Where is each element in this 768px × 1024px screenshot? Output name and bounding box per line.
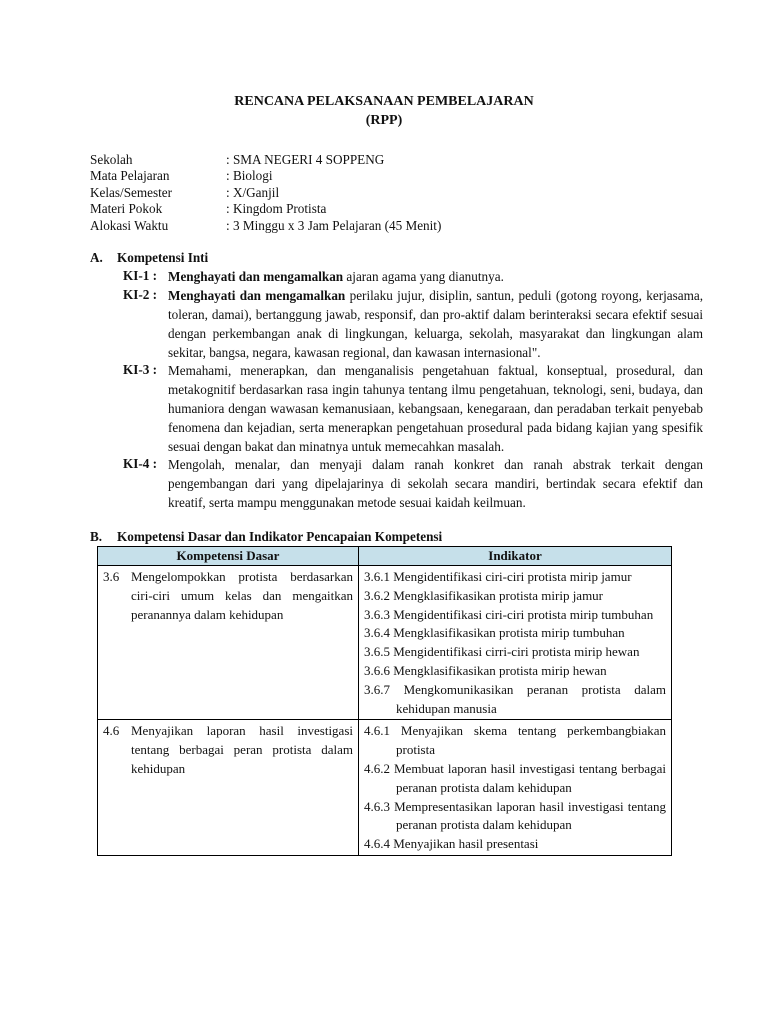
- identity-label: Mata Pelajaran: [90, 168, 170, 184]
- identity-block: [90, 152, 441, 234]
- ki-code: KI-2 :: [123, 287, 158, 302]
- ki-text: Mengolah, menalar, dan menyaji dalam ranah konkret dan ranah abstrak terkait dengan pengembangan dari yang dipelajarinya di sekolah secara mandiri, bertindak secara efektif dan kreatif, serta mampu menggunakan metode sesuai kaidah keilmuan.: [168, 457, 703, 510]
- identity-row: [90, 201, 441, 217]
- section-a-heading: [90, 250, 208, 266]
- ki-text: Memahami, menerapkan, dan menganalisis pengetahuan faktual, konseptual, prosedural, dan metakognitif berdasarkan rasa ingin tahunya tentang ilmu pengetahuan, teknologi, seni, budaya, dan humaniora dengan wawasan kemanusiaan, kebangsaan, kenegaraan, dan peradaban terkait penyebab fenomena dan kejadian, serta menerapkan pengetahuan prosedural pada bidang kajian yang spesifik sesuai dengan bakat dan minatnya untuk memecahkan masalah.: [168, 363, 703, 454]
- section-b-heading: [90, 529, 442, 545]
- identity-label: Materi Pokok: [90, 201, 163, 217]
- indicator-item: 4.6.4 Menyajikan hasil presentasi: [364, 836, 539, 852]
- ki-item: [123, 268, 703, 287]
- indicator-item: 4.6.3 Mempresentasikan laporan hasil investigasi tentang peranan protista dalam kehidupan: [364, 798, 666, 833]
- table-header-row: [98, 547, 672, 566]
- indicator-item: 3.6.5 Mengidentifikasi cirri-ciri protista mirip hewan: [364, 644, 640, 660]
- identity-value: : X/Ganjil: [226, 184, 280, 200]
- ki-bold-text: Menghayati dan mengamalkan: [168, 269, 344, 284]
- indicator-item: 3.6.2 Mengklasifikasikan protista mirip jamur: [364, 587, 604, 603]
- competency-table: [97, 546, 672, 856]
- ki-text: perilaku jujur, disiplin, santun, peduli (gotong royong, kerjasama, toleran, damai), bertanggung jawab, responsif, dan pro-aktif dalam berinteraksi secara efektif sesuai dengan perkembangan anak di lingkungan, keluarga, sekolah, masyarakat dan lingkungan alam sekitar, bangsa, negara, kawasan regional, dan kawasan internasional".: [168, 288, 703, 360]
- section-title: Kompetensi Inti: [117, 250, 209, 265]
- document-subtitle: (RPP): [365, 113, 403, 128]
- ki-code: KI-4 :: [123, 456, 158, 471]
- indicator-item: 4.6.2 Membuat laporan hasil investigasi tentang berbagai peranan protista dalam kehidupan: [364, 760, 666, 795]
- section-title: Kompetensi Dasar dan Indikator Pencapaian Kompetensi: [117, 529, 443, 544]
- identity-value: : Biologi: [226, 168, 273, 184]
- identity-label: Sekolah: [90, 152, 133, 167]
- identity-label: Alokasi Waktu: [90, 217, 169, 233]
- identity-label: Kelas/Semester: [90, 184, 173, 200]
- document-title: RENCANA PELAKSANAAN PEMBELAJARAN: [234, 94, 534, 109]
- header-indikator: Indikator: [359, 547, 672, 566]
- identity-value: : Kingdom Protista: [226, 201, 327, 217]
- identity-value: : 3 Minggu x 3 Jam Pelajaran (45 Menit): [226, 217, 442, 233]
- table-row: [98, 720, 672, 856]
- identity-row: [90, 152, 441, 168]
- header-kompetensi-dasar: Kompetensi Dasar: [98, 547, 359, 566]
- ki-item: [123, 362, 703, 457]
- identity-row: [90, 218, 441, 234]
- ki-code: KI-1 :: [123, 268, 158, 283]
- ki-bold-text: Menghayati dan mengamalkan: [168, 288, 346, 303]
- indicator-item: 3.6.3 Mengidentifikasi ciri-ciri protista mirip tumbuhan: [364, 606, 654, 622]
- indicator-item: 3.6.6 Mengklasifikasikan protista mirip hewan: [364, 662, 607, 678]
- ki-item: [123, 456, 703, 513]
- kd-number: 3.6: [103, 569, 120, 584]
- kd-cell: [98, 720, 359, 856]
- kd-cell: [98, 566, 359, 720]
- identity-row: [90, 185, 441, 201]
- kd-number: 4.6: [103, 723, 120, 739]
- indicator-cell: [359, 720, 672, 856]
- section-letter: A.: [90, 250, 103, 265]
- table-row: [98, 566, 672, 720]
- identity-value: : SMA NEGERI 4 SOPPENG: [226, 152, 385, 167]
- ki-text: ajaran agama yang dianutnya.: [343, 269, 504, 284]
- indicator-item: 4.6.1 Menyajikan skema tentang perkembangbiakan protista: [364, 723, 666, 758]
- identity-row: [90, 168, 441, 184]
- section-letter: B.: [90, 529, 103, 544]
- kd-text: Menyajikan laporan hasil investigasi tentang berbagai peran protista dalam kehidupan: [131, 723, 353, 776]
- indicator-item: 3.6.1 Mengidentifikasi ciri-ciri protista mirip jamur: [364, 569, 632, 584]
- ki-code: KI-3 :: [123, 362, 158, 377]
- indicator-item: 3.6.7 Mengkomunikasikan peranan protista dalam kehidupan manusia: [364, 681, 666, 716]
- kd-text: Mengelompokkan protista berdasarkan ciri-ciri umum kelas dan mengaitkan peranannya dalam kehidupan: [131, 569, 353, 622]
- indicator-cell: [359, 566, 672, 720]
- indicator-item: 3.6.4 Mengklasifikasikan protista mirip tumbuhan: [364, 625, 625, 641]
- ki-item: [123, 287, 703, 363]
